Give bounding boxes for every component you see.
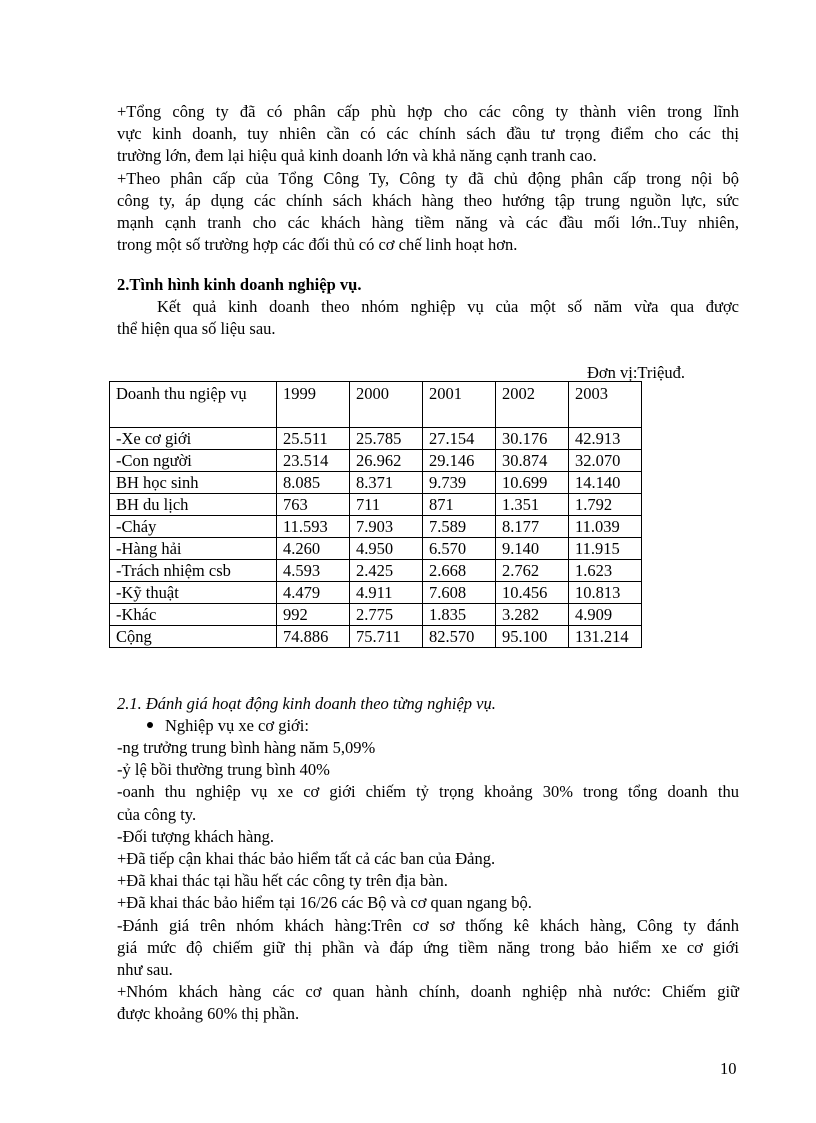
table-cell: 30.874 (496, 450, 569, 472)
table-cell: 2.668 (423, 560, 496, 582)
table-cell: Cộng (110, 626, 277, 648)
table-cell: 7.589 (423, 516, 496, 538)
text-line: +Theo phân cấp của Tổng Công Ty, Công ty đã chủ động phân cấp trong nội bộ (117, 168, 739, 188)
table-header-row (110, 382, 642, 428)
table-row (110, 516, 642, 538)
table-cell: 131.214 (569, 626, 642, 648)
table-cell: 4.911 (350, 582, 423, 604)
table-cell: 10.699 (496, 472, 569, 494)
table-cell: -Con người (110, 450, 277, 472)
table-cell: 2.425 (350, 560, 423, 582)
header-cell: 2000 (350, 382, 423, 428)
text-line: -Đánh giá trên nhóm khách hàng:Trên cơ sơ thống kê khách hàng, Công ty đánh (117, 915, 739, 935)
intro-paragraphs (117, 101, 739, 256)
text-line: trong một số trường hợp các đối thủ có cơ chế linh hoạt hơn. (117, 235, 518, 255)
table-cell: -Hàng hải (110, 538, 277, 560)
text-line: trường lớn, đem lại hiệu quả kinh doanh lớn và khả năng cạnh tranh cao. (117, 146, 597, 166)
table-cell: 82.570 (423, 626, 496, 648)
text-line: -ng trưởng trung bình hàng năm 5,09% (117, 738, 376, 757)
table-cell: 23.514 (277, 450, 350, 472)
table-cell: 10.813 (569, 582, 642, 604)
text-line: -oanh thu nghiệp vụ xe cơ giới chiếm tỷ trọng khoảng 30% trong tổng doanh thu (117, 782, 739, 802)
text-line: +Đã khai thác bảo hiểm tại 16/26 các Bộ và cơ quan ngang bộ. (117, 893, 532, 913)
table-cell: BH học sinh (110, 472, 277, 494)
header-cell: 2001 (423, 382, 496, 428)
table-cell: 1.835 (423, 604, 496, 626)
table-cell: -Cháy (110, 516, 277, 538)
table-cell: 30.176 (496, 428, 569, 450)
text-line: của công ty. (117, 804, 197, 824)
bullet-icon (147, 722, 153, 728)
table-row (110, 604, 642, 626)
text-line: thể hiện qua số liệu sau. (117, 319, 276, 339)
text-line: +Nhóm khách hàng các cơ quan hành chính, doanh nghiệp nhà nước: Chiếm giữ (117, 982, 739, 1002)
table-cell: 2.762 (496, 560, 569, 582)
text-line: được khoảng 60% thị phần. (117, 1004, 300, 1024)
table-cell: 11.915 (569, 538, 642, 560)
unit-label: Đơn vị:Triệuđ. (587, 363, 685, 382)
table-row (110, 582, 642, 604)
table-cell: 4.950 (350, 538, 423, 560)
table-row (110, 538, 642, 560)
table-cell: 95.100 (496, 626, 569, 648)
text-line: vực kinh doanh, tuy nhiên cần có các chính sách đầu tư trọng điểm cho các thị (117, 124, 739, 144)
table-cell: -Trách nhiệm csb (110, 560, 277, 582)
table-cell: -Kỹ thuật (110, 582, 277, 604)
text-line: công ty, áp dụng các chính sách khách hàng theo hướng tập trung nguồn lực, sức (117, 190, 739, 210)
table-cell: 7.903 (350, 516, 423, 538)
table-cell: 8.177 (496, 516, 569, 538)
section2-paragraph (117, 296, 739, 340)
text-line: giá mức độ chiếm giữ thị phần và đáp ứng tiềm năng trong bảo hiểm xe cơ giới (117, 937, 739, 957)
text-line: +Đã tiếp cận khai thác bảo hiểm tất cả các ban của Đảng. (117, 849, 496, 869)
table-cell: BH du lịch (110, 494, 277, 516)
table-cell: 27.154 (423, 428, 496, 450)
table-cell: 8.085 (277, 472, 350, 494)
header-cell: Doanh thu ngiệp vụ (110, 382, 277, 428)
table-cell: 10.456 (496, 582, 569, 604)
table-row (110, 494, 642, 516)
table-row (110, 472, 642, 494)
table-cell: 32.070 (569, 450, 642, 472)
table-total-row (110, 626, 642, 648)
table-cell: 6.570 (423, 538, 496, 560)
header-cell: 2002 (496, 382, 569, 428)
revenue-table (109, 381, 642, 648)
table-cell: 74.886 (277, 626, 350, 648)
text-line: -ỷ lệ bồi thường trung bình 40% (117, 760, 330, 780)
table-cell: 871 (423, 494, 496, 516)
table-cell: 1.351 (496, 494, 569, 516)
table-cell: 9.739 (423, 472, 496, 494)
bullet-text: Nghiệp vụ xe cơ giới: (165, 716, 309, 735)
table-cell: -Xe cơ giới (110, 428, 277, 450)
subsection-heading: 2.1. Đánh giá hoạt động kinh doanh theo từng nghiệp vụ. (117, 694, 496, 713)
section21-paragraphs (117, 737, 739, 1026)
table-cell: 4.260 (277, 538, 350, 560)
table-cell: 1.792 (569, 494, 642, 516)
table-cell: 11.039 (569, 516, 642, 538)
table-cell: 25.511 (277, 428, 350, 450)
text-line: như sau. (117, 960, 173, 980)
table-cell: 14.140 (569, 472, 642, 494)
table-cell: 7.608 (423, 582, 496, 604)
table-row (110, 450, 642, 472)
table-cell: 4.479 (277, 582, 350, 604)
text-line: Kết quả kinh doanh theo nhóm nghiệp vụ của một số năm vừa qua được (157, 297, 739, 316)
table-cell: 11.593 (277, 516, 350, 538)
table-cell: 2.775 (350, 604, 423, 626)
text-line: +Tổng công ty đã có phân cấp phù hợp cho các công ty thành viên trong lĩnh (117, 102, 739, 121)
table-cell: 4.593 (277, 560, 350, 582)
table-cell: 4.909 (569, 604, 642, 626)
table-cell: 1.623 (569, 560, 642, 582)
table-cell: 26.962 (350, 450, 423, 472)
text-line: mạnh cạnh tranh cho các khách hàng tiềm năng và các đầu mối lớn..Tuy nhiên, (117, 213, 739, 233)
table-cell: 42.913 (569, 428, 642, 450)
text-line: +Đã khai thác tại hầu hết các công ty trên địa bàn. (117, 871, 448, 891)
table-cell: 75.711 (350, 626, 423, 648)
page-number: 10 (720, 1059, 737, 1078)
table-cell: 8.371 (350, 472, 423, 494)
table-cell: 711 (350, 494, 423, 516)
section-heading: 2.Tình hình kinh doanh nghiệp vụ. (117, 275, 362, 294)
table-cell: 29.146 (423, 450, 496, 472)
table-cell: -Khác (110, 604, 277, 626)
table-cell: 3.282 (496, 604, 569, 626)
bullet-item (147, 715, 309, 737)
table-row (110, 560, 642, 582)
header-cell: 1999 (277, 382, 350, 428)
table-cell: 25.785 (350, 428, 423, 450)
table-row (110, 428, 642, 450)
text-line: -Đối tượng khách hàng. (117, 826, 274, 846)
header-cell: 2003 (569, 382, 642, 428)
table-cell: 763 (277, 494, 350, 516)
table-cell: 992 (277, 604, 350, 626)
table-cell: 9.140 (496, 538, 569, 560)
